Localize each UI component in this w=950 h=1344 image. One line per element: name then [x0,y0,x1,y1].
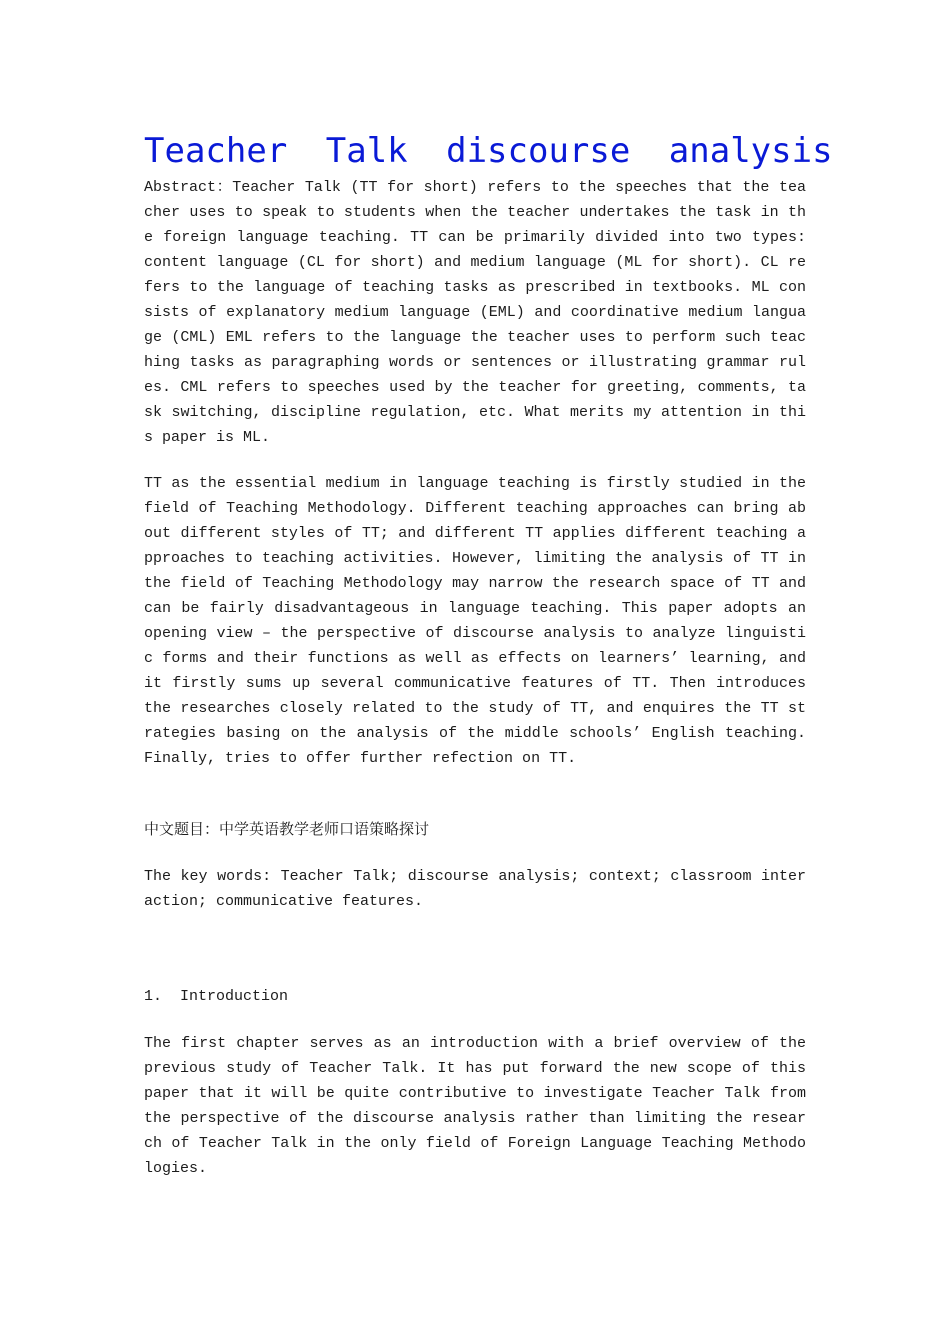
teacher-talk-paragraph: TT as the essential medium in language teaching is firstly studied in the field of Teaching Methodology. Different teaching approaches can bring about different styles of TT; and different TT applies different teaching approaches to teaching activities. However, limiting the analysis of TT in the field of Teaching Methodology may narrow the research space of TT and can be fairly disadvantageous in language teaching. This paper adopts an opening view – the perspective of discourse analysis to analyze linguistic forms and their functions as well as effects on learners’ learning, and it firstly sums up several communicative features of TT. Then introduces the researches closely related to the study of TT, and enquires the TT strategies basing on the analysis of the middle schools’ English teaching. Finally, tries to offer further refection on TT. [144,475,806,767]
chinese-title: 中文题目：中学英语教学老师口语策略探讨 [144,820,430,838]
keywords-paragraph: The key words: Teacher Talk; discourse analysis; context; classroom interaction; communicative features. [144,868,806,910]
abstract-paragraph: Abstract：Teacher Talk (TT for short) refers to the speeches that the teacher uses to speak to students when the teacher undertakes the task in the foreign language teaching. TT can be primarily divided into two types: content language (CL for short) and medium language (ML for short). CL refers to the language of teaching tasks as prescribed in textbooks. ML consists of explanatory medium language (EML) and coordinative medium language (CML) EML refers to the language the teacher uses to perform such teaching tasks as paragraphing words or sentences or illustrating grammar rules. CML refers to speeches used by the teacher for greeting, comments, task switching, discipline regulation, etc. What merits my attention in this paper is ML. [144,179,806,446]
document-title: Teacher Talk discourse analysis [144,131,833,171]
introduction-paragraph: The first chapter serves as an introduction with a brief overview of the previous study of Teacher Talk. It has put forward the new scope of this paper that it will be quite contributive to investigate Teacher Talk from the perspective of the discourse analysis rather than limiting the research of Teacher Talk in the only field of Foreign Language Teaching Methodologies. [144,1035,806,1177]
section-heading-introduction: 1. Introduction [144,988,289,1005]
